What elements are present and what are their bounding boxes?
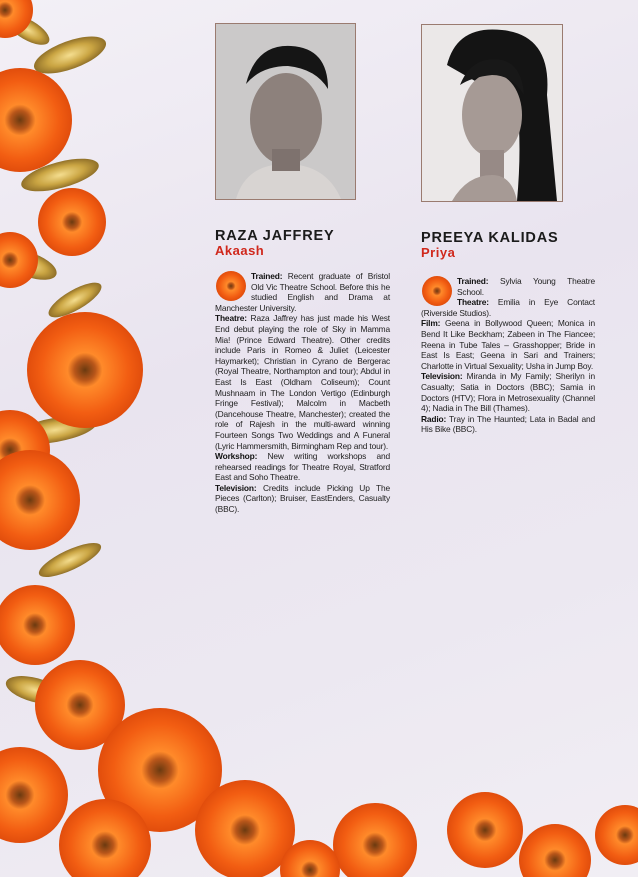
bio-section: Trained: Sylvia Young Theatre School.	[457, 276, 595, 297]
actor-photo-preeya-kalidas	[421, 24, 563, 202]
portrait-placeholder-icon	[422, 25, 562, 201]
bio-section: Workshop: New writing workshops and rehearsed readings for Theatre Royal, Stratford East and Soho Theatre.	[215, 451, 390, 483]
bio-section: Theatre: Raza Jaffrey has just made his West End debut playing the role of Sky in Mamma Mia! (Prince Edward Theatre). Other credits include Paris in Romeo & Juliet (Leicester Haymarket); Christian in Cyrano de Bergerac (Royal Theatre, Northampton and tour); Abdul in East Is East (Oldham Coliseum); Count Mushnaam in The London Vertigo (Edinburgh Fringe Festival); Malcolm in Macbeth (Dancehouse Theatre, Manchester); created the role of Rajesh in the multi-award winning Fourteen Songs Two Weddings and A Funeral (Lyric Hammersmith, Birmingham Rep and tour).	[215, 313, 390, 451]
bio-section: Radio: Tray in The Haunted; Lata in Badal and His Bike (BBC).	[421, 413, 595, 435]
marigold-bullet-icon	[215, 270, 247, 302]
character-name: Akaash	[215, 243, 265, 258]
bio-section: Television: Credits include Picking Up The Pieces (Carlton); Bruiser, EastEnders, Casualty (BBC).	[215, 482, 391, 515]
marigold-bullet-icon	[421, 275, 453, 307]
portrait-placeholder-icon	[216, 24, 355, 199]
actor-photo-raza-jaffrey	[215, 23, 356, 200]
bio-section: Trained: Recent graduate of Bristol Old Vic Theatre School. Before this he studied English and Drama at Manchester University.	[215, 271, 390, 313]
actor-name: PREEYA KALIDAS	[421, 230, 559, 246]
bio-section: Theatre: Emilia in Eye Contact (Riverside Studios).	[421, 297, 595, 318]
bio-section: Television: Miranda in My Family; Sherilyn in Casualty; Satia in Doctors (BBC); Samia in Doctors (HTV); Flora in Metrosexuality (Channel 4); Nadia in The Bill (Thames).	[421, 371, 595, 414]
actor-biography	[421, 275, 595, 435]
actor-name: RAZA JAFFREY	[215, 228, 335, 244]
character-name: Priya	[421, 245, 456, 260]
actor-biography	[215, 270, 390, 515]
bio-section: Film: Geena in Bollywood Queen; Monica in Bend It Like Beckham; Zabeen in The Fiancee; Reena in Tube Tales – Grasshopper; Bride in East Is East; Geena in Sari and Trainers; Charlotte in Virtual Sexuality; Usha in Jump Boy.	[421, 318, 595, 371]
